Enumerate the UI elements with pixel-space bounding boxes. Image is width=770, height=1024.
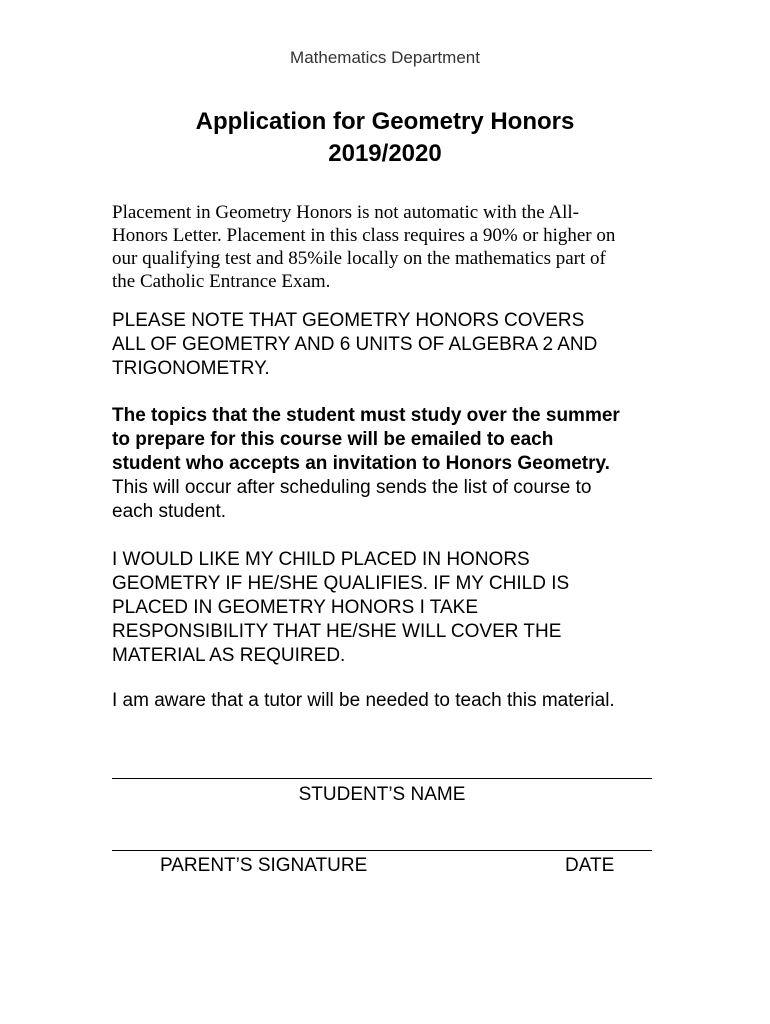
student-name-label: STUDENT’S NAME [298, 784, 466, 805]
paragraph-line: PLEASE NOTE THAT GEOMETRY HONORS COVERS [112, 310, 585, 331]
paragraph-line: TRIGONOMETRY. [112, 358, 270, 379]
paragraph-line: I WOULD LIKE MY CHILD PLACED IN HONORS [112, 549, 530, 570]
department-name: Mathematics Department [290, 48, 480, 67]
title-line: Application for Geometry Honors [195, 108, 575, 135]
paragraph-line: ALL OF GEOMETRY AND 6 UNITS OF ALGEBRA 2 AND [112, 334, 598, 355]
document-title [0, 106, 770, 170]
coverage-note [112, 309, 672, 381]
title-year: 2019/2020 [328, 140, 442, 167]
parent-signature-label: PARENT’S SIGNATURE [160, 855, 368, 876]
placement-paragraph [112, 201, 662, 293]
paragraph-line-bold: student who accepts an invitation to Honors Geometry. [112, 453, 610, 474]
paragraph-line: This will occur after scheduling sends the list of course to [112, 477, 592, 498]
student-name-line[interactable] [112, 778, 652, 779]
paragraph-line: each student. [112, 501, 227, 522]
paragraph-line-bold: The topics that the student must study over the summer [112, 405, 620, 426]
paragraph-line: RESPONSIBILITY THAT HE/SHE WILL COVER THE [112, 621, 562, 642]
paragraph-line: the Catholic Entrance Exam. [112, 271, 331, 292]
paragraph-line: GEOMETRY IF HE/SHE QUALIFIES. IF MY CHILD IS [112, 573, 570, 594]
paragraph-line: PLACED IN GEOMETRY HONORS I TAKE [112, 597, 479, 618]
date-label: DATE [565, 855, 615, 876]
paragraph-line-bold: to prepare for this course will be emailed to each [112, 429, 554, 450]
paragraph-line: MATERIAL AS REQUIRED. [112, 645, 346, 666]
paragraph-line: our qualifying test and 85%ile locally on the mathematics part of [112, 248, 606, 269]
paragraph-line: Honors Letter. Placement in this class requires a 90% or higher on [112, 225, 616, 246]
paragraph-line: Placement in Geometry Honors is not automatic with the All- [112, 202, 579, 223]
placement-request-paragraph [112, 548, 672, 668]
parent-signature-line[interactable] [112, 850, 652, 851]
tutor-awareness-statement: I am aware that a tutor will be needed to teach this material. [112, 690, 615, 711]
summer-topics-paragraph [112, 404, 672, 524]
